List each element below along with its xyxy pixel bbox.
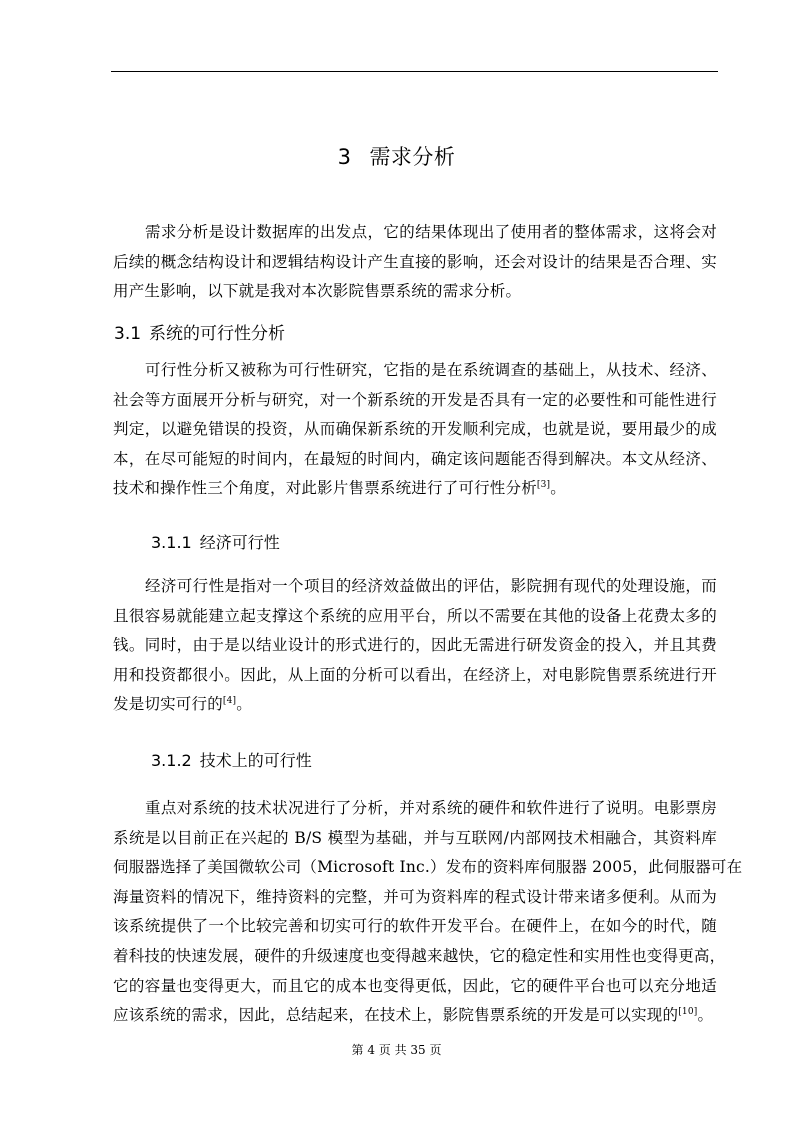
paragraph-line: 钱。同时，由于是以结业设计的形式进行的，因此无需进行研发资金的投入，并且其费 bbox=[113, 636, 717, 655]
paragraph-line-last bbox=[113, 690, 717, 720]
sentence-end: 。 bbox=[697, 1006, 714, 1025]
section-3-1-paragraph bbox=[113, 356, 717, 504]
chapter-title-text: 需求分析 bbox=[369, 145, 456, 169]
citation-ref: [4] bbox=[222, 696, 237, 707]
subsection-number: 3.1.1 bbox=[151, 533, 192, 552]
paragraph-line: 需求分析是设计数据库的出发点，它的结果体现出了使用者的整体需求，这将会对 bbox=[145, 223, 717, 241]
page-footer: 第 4 页 共 35 页 bbox=[351, 1043, 442, 1057]
citation-ref: [10] bbox=[678, 1007, 698, 1018]
section-number: 3.1 bbox=[114, 324, 142, 344]
chapter-number: 3 bbox=[337, 145, 352, 169]
paragraph-line: 系统是以目前正在兴起的 B/S 模型为基础，并与互联网/内部网技术相融合，其资料库 bbox=[113, 828, 717, 847]
citation-ref: [3] bbox=[536, 480, 551, 491]
paragraph-line: 该系统提供了一个比较完善和切实可行的软件开发平台。在硬件上，在如今的时代，随 bbox=[113, 917, 717, 936]
paragraph-line: 社会等方面展开分析与研究，对一个新系统的开发是否具有一定的必要性和可能性进行 bbox=[113, 390, 717, 409]
paragraph-line: 伺服器选择了美国微软公司（Microsoft Inc.）发布的资料库伺服器 2005，此伺服器可在 bbox=[113, 858, 743, 877]
subsection-heading-3-1-2 bbox=[151, 749, 312, 773]
subsection-heading-3-1-1 bbox=[151, 531, 280, 555]
intro-paragraph bbox=[113, 218, 717, 307]
paragraph-line: 用产生影响，以下就是我对本次影院售票系统的需求分析。 bbox=[113, 282, 522, 301]
paragraph-line: 重点对系统的技术状况进行了分析，并对系统的硬件和软件进行了说明。电影票房 bbox=[145, 799, 717, 817]
paragraph-line: 且很容易就能建立起支撑这个系统的应用平台，所以不需要在其他的设备上花费太多的 bbox=[113, 606, 717, 625]
paragraph-line: 本，在尽可能短的时间内，在最短的时间内，确定该问题能否得到解决。本文从经济、 bbox=[113, 449, 717, 468]
subsection-title: 技术上的可行性 bbox=[199, 751, 312, 770]
section-heading-3-1 bbox=[114, 322, 285, 346]
paragraph-line: 经济可行性是指对一个项目的经济效益做出的评估，影院拥有现代的处理设施，而 bbox=[145, 577, 717, 595]
paragraph-text: 应该系统的需求，因此，总结起来，在技术上，影院售票系统的开发是可以实现的 bbox=[113, 1006, 679, 1025]
chapter-title bbox=[0, 141, 793, 173]
subsection-number: 3.1.2 bbox=[151, 751, 192, 770]
paragraph-line-last bbox=[113, 1001, 717, 1031]
paragraph-line-last bbox=[113, 474, 717, 504]
paragraph-line: 用和投资都很小。因此，从上面的分析可以看出，在经济上，对电影院售票系统进行开 bbox=[113, 665, 717, 684]
paragraph-text: 发是切实可行的 bbox=[113, 695, 223, 714]
paragraph-line: 它的容量也变得更大，而且它的成本也变得更低，因此，它的硬件平台也可以充分地适 bbox=[113, 976, 717, 995]
paragraph-line: 可行性分析又被称为可行性研究，它指的是在系统调查的基础上，从技术、经济、 bbox=[145, 361, 717, 379]
section-3-1-2-paragraph bbox=[113, 794, 743, 1031]
paragraph-line: 海量资料的情况下，维持资料的完整，并可为资料库的程式设计带来诸多便利。从而为 bbox=[113, 887, 717, 906]
header-rule bbox=[111, 71, 718, 72]
paragraph-line: 着科技的快速发展，硬件的升级速度也变得越来越快，它的稳定性和实用性也变得更高， bbox=[113, 946, 726, 965]
section-3-1-1-paragraph bbox=[113, 572, 717, 720]
paragraph-line: 后续的概念结构设计和逻辑结构设计产生直接的影响，还会对设计的结果是否合理、实 bbox=[113, 252, 717, 271]
paragraph-text: 技术和操作性三个角度，对此影片售票系统进行了可行性分析 bbox=[113, 479, 537, 498]
sentence-end: 。 bbox=[550, 479, 566, 498]
section-title: 系统的可行性分析 bbox=[149, 324, 286, 344]
subsection-title: 经济可行性 bbox=[199, 533, 280, 552]
sentence-end: 。 bbox=[236, 695, 252, 714]
paragraph-line: 判定，以避免错误的投资，从而确保新系统的开发顺利完成，也就是说，要用最少的成 bbox=[113, 420, 717, 439]
